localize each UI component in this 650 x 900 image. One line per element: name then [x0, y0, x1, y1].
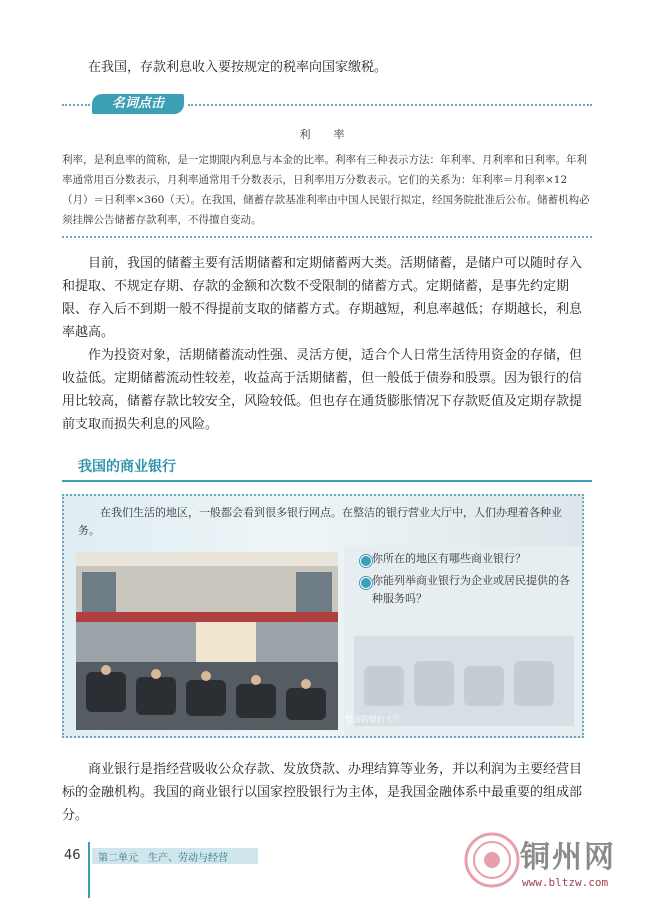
paragraph-savings-types: 目前，我国的储蓄主要有活期储蓄和定期储蓄两大类。活期储蓄，是储户可以随时存入和提取、不规定存期、存款的金额和次数不受限制的储蓄方式。定期储蓄，是事先约定期限、存入后不到期一般不得提前支取的储蓄方式。存期越短，利息率越低；存期越长，利息率越高。	[62, 256, 583, 340]
question-bullet-icon	[360, 555, 372, 567]
term-box-divider-left	[62, 104, 90, 106]
term-tag: 名词点击	[92, 94, 184, 114]
question-bullet-icon	[360, 577, 372, 589]
section-title: 我国的商业银行	[78, 459, 176, 475]
unit-label: 第二单元 生产、劳动与经营	[98, 853, 228, 864]
paragraph-commercial-bank: 商业银行是指经营吸收公众存款、发放贷款、办理结算等业务，并以利润为主要经营目标的金融机构。我国的商业银行以国家控股银行为主体，是我国金融体系中最重要的组成部分。	[62, 762, 583, 823]
photo-caption: 整洁的银行大厅	[345, 715, 401, 724]
section-underline	[62, 480, 592, 482]
question-2: 你能列举商业银行为企业或居民提供的各种服务吗？	[372, 574, 570, 605]
term-box-divider-right	[188, 104, 592, 106]
term-box-divider-bottom	[62, 236, 592, 238]
term-title: 利 率	[299, 128, 351, 141]
bank-box-caption: 在我们生活的地区，一般都会看到很多银行网点。在整洁的银行营业大厅中，人们办理着各种业务。	[78, 506, 562, 537]
bank-hall-photo	[76, 552, 338, 730]
paragraph-savings-investment: 作为投资对象，活期储蓄流动性强、灵活方便，适合个人日常生活待用资金的存储，但收益低。定期储蓄流动性较差，收益高于活期储蓄，但一般低于债券和股票。因为银行的信用比较高，储蓄存款比较安全，风险较低。但也存在通货膨胀情况下存款贬值及定期存款提前支取而损失利息的风险。	[62, 348, 583, 432]
watermark-title: 铜州网	[520, 840, 616, 875]
question-1: 你所在的地区有哪些商业银行？	[372, 552, 526, 565]
page-number: 46	[64, 848, 81, 863]
term-definition: 利率，是利息率的简称，是一定期限内利息与本金的比率。利率有三种表示方法：年利率、月利率和日利率。年利率通常用百分数表示，月利率通常用千分数表示，日利率用万分数表示。它们的关系为：年利率＝月利率×12（月）＝日利率×360（天）。在我国，储蓄存款基准利率由中国人民银行拟定，经国务院批准后公布。储蓄机构必须挂牌公告储蓄存款利率，不得擅自变动。	[62, 154, 590, 226]
intro-text: 在我国，存款利息收入要按规定的税率向国家缴税。	[88, 60, 388, 75]
footer-divider	[88, 842, 90, 898]
watermark-url: www.bltzw.com	[522, 876, 609, 889]
